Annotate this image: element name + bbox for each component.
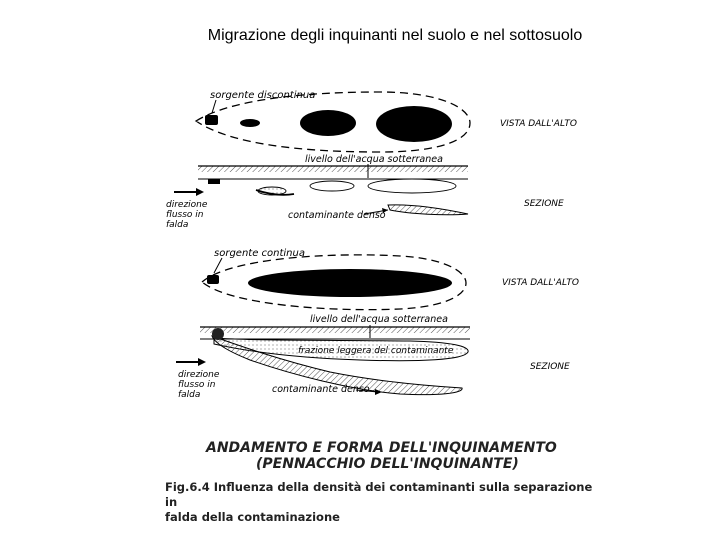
page-title: Migrazione degli inquinanti nel suolo e nel sottosuolo: [207, 27, 583, 44]
bottom-source-block: [212, 328, 224, 340]
flow-arrow-head: [198, 358, 206, 366]
contaminant-blob: [300, 110, 356, 136]
source-pointer: [214, 258, 222, 273]
top-source-block: [208, 179, 220, 184]
bottom-flow-label-3: falda: [178, 390, 201, 400]
top-source-label: sorgente discontinua: [210, 90, 316, 101]
dense-plume: [388, 205, 468, 215]
flow-arrow-head: [196, 188, 204, 196]
bottom-section-label: SEZIONE: [530, 362, 570, 372]
top-flow-label-2: flusso in: [166, 210, 204, 220]
discontinuous-source: [205, 115, 218, 125]
top-flow-label-1: direzione: [166, 200, 208, 210]
top-dense-label: contaminante denso: [288, 210, 386, 221]
caption-line-1: Fig.6.4 Influenza della densità dei contaminanti sulla separazione in: [165, 480, 593, 509]
top-ground-band: [198, 166, 468, 172]
top-plan-view: [196, 90, 577, 152]
bottom-view-label: VISTA DALL'ALTO: [502, 278, 579, 288]
top-view-label: VISTA DALL'ALTO: [500, 119, 577, 129]
bottom-flow-label-2: flusso in: [178, 380, 216, 390]
continuous-source: [207, 275, 219, 284]
bottom-section-view: [176, 314, 570, 400]
contaminant-blob: [240, 119, 260, 127]
heading-line-1: ANDAMENTO E FORMA DELL'INQUINAMENTO: [206, 440, 557, 456]
source-pointer: [212, 100, 216, 113]
caption-line-2: falda della contaminazione: [165, 510, 340, 524]
top-water-label: livello dell'acqua sotterranea: [305, 154, 443, 165]
top-section-view: [166, 154, 564, 230]
bottom-flow-label-1: direzione: [178, 370, 220, 380]
continuous-plume: [248, 269, 452, 297]
heading-line-2: (PENNACCHIO DELL'INQUINANTE): [256, 456, 519, 472]
diagram-heading: [206, 440, 566, 472]
contaminant-blob: [376, 106, 452, 142]
top-flow-label-3: falda: [166, 220, 189, 230]
bottom-dense-label: contaminante denso: [272, 384, 370, 395]
bottom-plan-view: [202, 248, 579, 310]
figure-caption: [165, 480, 605, 525]
bottom-light-label: frazione leggera del contaminante: [298, 346, 454, 356]
top-section-label: SEZIONE: [524, 199, 564, 209]
bottom-source-label: sorgente continua: [214, 248, 305, 259]
section-plume: [368, 179, 456, 193]
bottom-ground-band: [200, 327, 470, 333]
bottom-water-label: livello dell'acqua sotterranea: [310, 314, 448, 325]
section-plume: [310, 181, 354, 191]
